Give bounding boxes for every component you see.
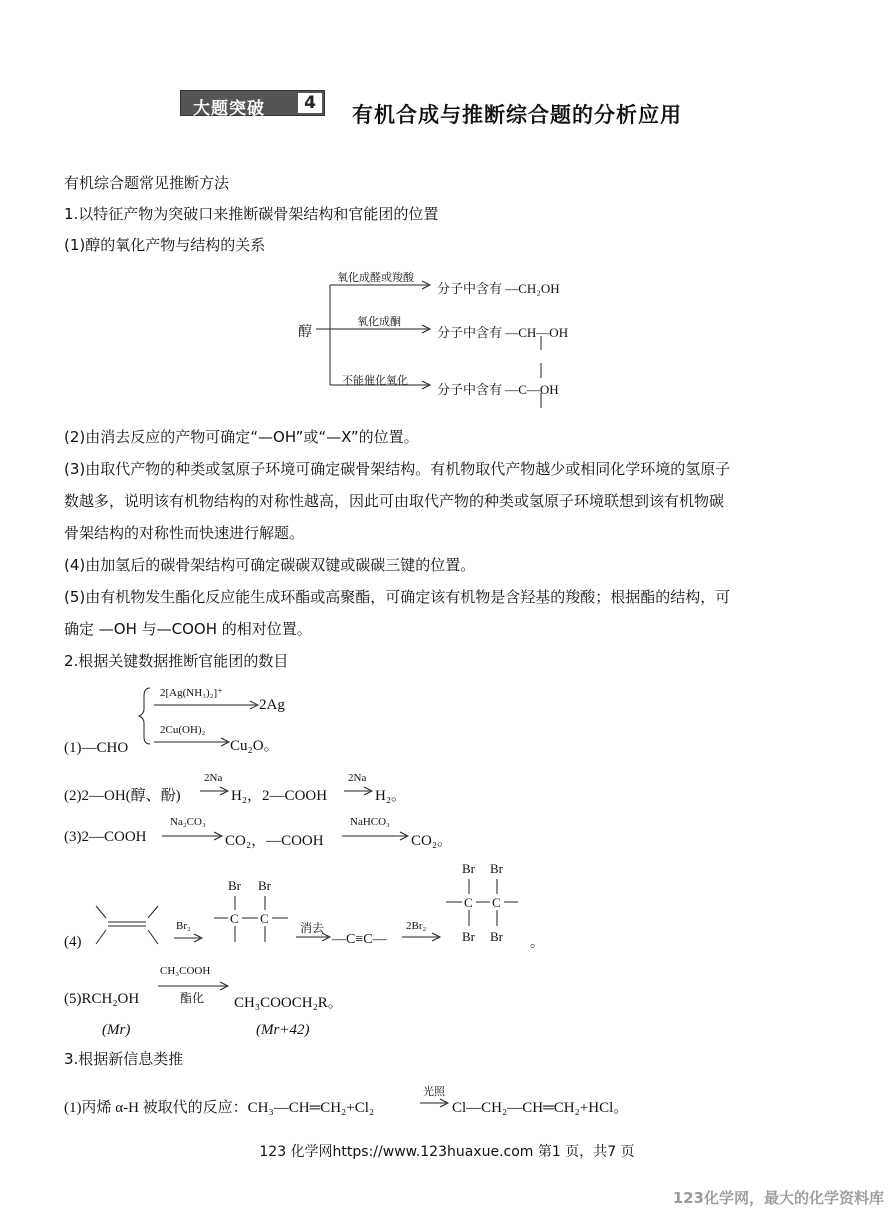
r4-br-top-right: Br — [258, 878, 271, 893]
r2-reagent2: 2Na — [348, 772, 367, 784]
r3-lhs: (3)2—COOH — [64, 829, 147, 845]
r4-reagent2: 消去 — [300, 921, 325, 935]
r1-top-reagent: 2[Ag(NH₃)₂]⁺ — [160, 687, 223, 699]
r4-reagent1: Br₂ — [176, 920, 191, 932]
r4-label: (4) — [64, 934, 82, 950]
r1-label: (1)—CHO — [64, 740, 129, 756]
r4-tbr-top-right: Br — [490, 861, 503, 876]
r1-bottom-product: Cu₂O。 — [230, 738, 279, 754]
r4-tbr-bottom-right: Br — [490, 929, 503, 944]
intro-text: 有机综合题常见推断方法 — [64, 174, 230, 192]
section1-p3-line2: 数越多，说明该有机物结构的对称性越高，因此可由取代产物的种类或氢原子环境联想到该有机物碳 — [64, 492, 725, 510]
section1-p4: (4)由加氢后的碳骨架结构可确定碳碳双键或碳碳三键的位置。 — [64, 556, 476, 574]
r3-reagent1: Na₂CO₃ — [170, 816, 206, 828]
diagram1-branch2-result: 分子中含有 —CH—OH — [437, 325, 569, 340]
diagram1-root: 醇 — [298, 324, 312, 340]
r5-reagent-top: CH₃COOH — [160, 965, 211, 977]
r4-c-right: C — [260, 911, 269, 926]
section2-heading: 2.根据关键数据推断官能团的数目 — [64, 652, 289, 670]
section1-p3-line1: (3)由取代产物的种类或氢原子环境可确定碳骨架结构。有机物取代产物越少或相同化学环境的氢原子 — [64, 460, 731, 478]
r2-prod2: H₂。 — [375, 788, 407, 804]
section1-p2: (2)由消去反应的产物可确定“—OH”或“—X”的位置。 — [64, 428, 419, 446]
r4-end: 。 — [530, 936, 544, 951]
diagram1-branch2-cond: 氧化成酮 — [357, 315, 401, 328]
brand-watermark: 123化学网，最大的化学资料库 — [672, 1189, 884, 1207]
section3-heading: 3.根据新信息类推 — [64, 1050, 184, 1068]
r5-rhs: CH₃COOCH₂R。 — [234, 995, 343, 1011]
r4-br-top-left: Br — [228, 878, 241, 893]
r5-lhs: (5)RCH₂OH — [64, 991, 140, 1007]
diagram1-branch1-result: 分子中含有 —CH₂OH — [437, 281, 560, 296]
r3-prod1: CO₂，—COOH — [225, 833, 324, 849]
diagram1-branch1-cond: 氧化成醛或羧酸 — [337, 271, 414, 284]
r5-mass-lhs: (Mr) — [102, 1022, 131, 1038]
r4-tbr-bottom-left: Br — [462, 929, 475, 944]
section1-p5-line1: (5)由有机物发生酯化反应能生成环酯或高聚酯，可确定该有机物是含羟基的羧酸；根据酯的结构，可 — [64, 588, 731, 606]
r2-prod1: H₂，2—COOH — [231, 788, 328, 804]
diagram1-branch3-result: 分子中含有 —C—OH — [437, 382, 559, 397]
r4-tc-left: C — [464, 895, 473, 910]
r4-tbr-top-left: Br — [462, 861, 475, 876]
section1-p5-line2: 确定 —OH 与—COOH 的相对位置。 — [64, 620, 312, 638]
r4-c-left: C — [230, 911, 239, 926]
r3-reagent2: NaHCO₃ — [350, 816, 390, 828]
r2-reagent1: 2Na — [204, 772, 223, 784]
r6-rhs: Cl—CH₂—CH═CH₂+HCl。 — [452, 1100, 629, 1116]
r5-reagent-bottom: 酯化 — [180, 991, 205, 1005]
r1-bottom-reagent: 2Cu(OH)₂ — [160, 724, 206, 736]
r4-reagent3: 2Br₂ — [406, 920, 427, 932]
r1-top-product: 2Ag — [259, 697, 285, 713]
r2-lhs: (2)2—OH(醇、酚) — [64, 788, 181, 804]
r3-prod2: CO₂。 — [411, 833, 453, 849]
r5-mass-rhs: (Mr+42) — [256, 1022, 310, 1038]
diagram1-branch3-cond: 不能催化氧化 — [342, 374, 408, 387]
r4-alkyne: —C≡C— — [332, 932, 387, 947]
page-title: 有机合成与推断综合题的分析应用 — [352, 103, 682, 127]
r4-tc-right: C — [492, 895, 501, 910]
page-footer: 123 化学网https://www.123huaxue.com 第1 页，共7 页 — [259, 1144, 635, 1160]
badge-label: 大题突破 — [193, 99, 265, 119]
section1-p3-line3: 骨架结构的对称性而快速进行解题。 — [64, 524, 305, 542]
r6-lhs: (1)丙烯 α-H 被取代的反应：CH₃—CH═CH₂+Cl₂ — [64, 1100, 375, 1116]
section1-p1: (1)醇的氧化产物与结构的关系 — [64, 236, 266, 254]
r6-reagent: 光照 — [423, 1086, 445, 1098]
section1-heading: 1.以特征产物为突破口来推断碳骨架结构和官能团的位置 — [64, 205, 439, 223]
badge-number: 4 — [298, 93, 322, 113]
